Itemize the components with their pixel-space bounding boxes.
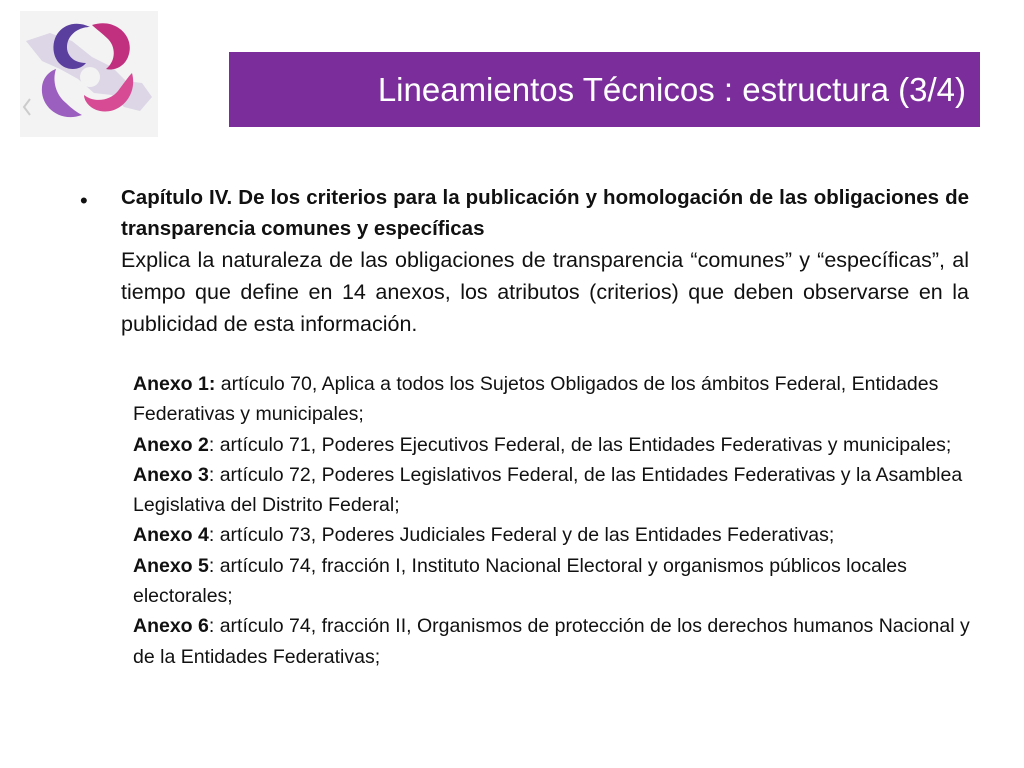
mexico-map-logo-icon	[20, 11, 158, 137]
annex-text: : artículo 74, fracción I, Instituto Nacional Electoral y organismos públicos locales electorales;	[133, 554, 907, 608]
annex-label: Anexo 5	[133, 554, 209, 577]
list-item	[133, 520, 978, 550]
annex-text: : artículo 72, Poderes Legislativos Federal, de las Entidades Federativas y la Asamblea Legislativa del Distrito Federal;	[133, 463, 963, 517]
annex-label: Anexo 1:	[133, 373, 216, 395]
list-item	[133, 460, 978, 521]
list-item	[133, 430, 978, 460]
annex-label: Anexo 3	[133, 463, 209, 486]
annex-text: artículo 70, Aplica a todos los Sujetos Obligados de los ámbitos Federal, Entidades Federativas y municipales;	[133, 373, 939, 426]
annex-text: : artículo 71, Poderes Ejecutivos Federal, de las Entidades Federativas y municipales;	[208, 433, 952, 456]
annex-text: : artículo 73, Poderes Judiciales Federal y de las Entidades Federativas;	[208, 524, 835, 547]
annex-label: Anexo 4	[133, 524, 209, 547]
annex-text: : artículo 74, fracción II, Organismos de protección de los derechos humanos Nacional y de la Entidades Federativas;	[133, 615, 970, 668]
annex-label: Anexo 2	[133, 433, 209, 456]
chapter-heading: Capítulo IV. De los criterios para la publicación y homologación de las obligaciones de transparencia comunes y específicas	[121, 186, 969, 240]
title-banner	[229, 52, 980, 127]
chapter-section	[121, 182, 969, 340]
chapter-description: Explica la naturaleza de las obligaciones de transparencia “comunes” y “específicas”, al tiempo que define en 14 anexos, los atributos (criterios) que deben observarse en la publicidad de esta información.	[121, 248, 969, 336]
page-title: Lineamientos Técnicos : estructura (3/4)	[377, 71, 966, 108]
list-item	[133, 369, 978, 430]
bullet-dot: •	[80, 188, 88, 213]
annex-list	[133, 369, 978, 672]
annex-label: Anexo 6	[133, 615, 209, 638]
list-item	[133, 551, 978, 612]
list-item	[133, 611, 978, 672]
